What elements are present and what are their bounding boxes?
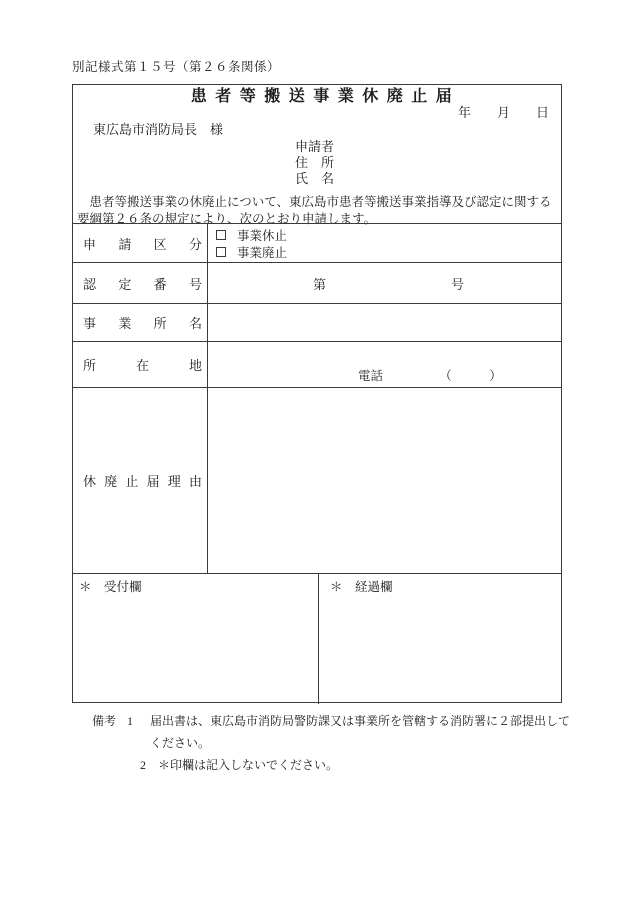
row-application-category <box>73 224 561 263</box>
applicant-label: 申請者 <box>295 139 335 154</box>
row-office-use <box>73 574 561 704</box>
certification-number-value-cell <box>208 263 561 303</box>
form-number: 別記様式第１５号（第２６条関係） <box>72 60 281 74</box>
applicant-address-label: 住 所 <box>295 155 335 170</box>
applicant-name-label: 氏 名 <box>295 171 335 186</box>
note-item <box>92 710 582 754</box>
receipt-column-cell <box>73 574 319 704</box>
note-number: 1 <box>127 714 133 728</box>
form-title: 患者等搬送事業休廃止届 <box>190 88 461 105</box>
note-text <box>150 710 570 754</box>
office-name-label-cell <box>73 304 208 341</box>
certification-number-label: 認定番号 <box>83 276 202 292</box>
row-closure-reason <box>73 388 561 574</box>
form-table <box>73 223 561 704</box>
application-category-label-cell <box>73 224 208 262</box>
option-business-abolition <box>216 243 561 260</box>
date-line: 年 月 日 <box>457 105 549 120</box>
body-paragraph-line: 患者等搬送事業の休廃止について、東広島市患者等搬送事業指導及び認定に関する <box>77 195 552 209</box>
note-text <box>158 754 338 776</box>
checkbox-icon[interactable] <box>216 230 226 240</box>
office-name-label: 事業所名 <box>83 316 202 331</box>
applicant-block <box>295 139 561 187</box>
closure-reason-value-cell <box>208 388 561 573</box>
phone-line: 電話 （ ） <box>358 369 502 383</box>
option-business-suspension <box>216 226 561 243</box>
location-value-cell <box>208 342 561 387</box>
receipt-column-label: ＊ 受付欄 <box>79 580 142 594</box>
location-label: 所在地 <box>83 358 202 373</box>
note-text-line: ください。 <box>150 736 211 750</box>
certification-number-suffix: 号 <box>451 276 465 292</box>
certification-number-prefix: 第 <box>313 276 327 292</box>
form-border-box <box>72 84 562 703</box>
notes-section <box>92 710 582 776</box>
application-category-value-cell <box>208 224 561 262</box>
note-text-line: ＊印欄は記入しないでください。 <box>158 758 339 772</box>
progress-column-label: ＊ 経過欄 <box>330 580 393 594</box>
row-certification-number <box>73 263 561 304</box>
option-business-suspension-label: 事業休止 <box>237 228 288 243</box>
note-text-line: 届出書は、東広島市消防局警防課又は事業所を管轄する消防署に２部提出して <box>150 714 571 728</box>
option-business-abolition-label: 事業廃止 <box>237 245 288 260</box>
body-paragraph-line: 要綱第２６条の規定により、次のとおり申請します。 <box>77 211 377 226</box>
closure-reason-label: 休廃止届理由 <box>83 474 202 489</box>
addressee: 東広島市消防局長 様 <box>93 122 224 137</box>
certification-number-label-cell <box>73 263 208 303</box>
closure-reason-label-cell <box>73 388 208 573</box>
notes-label: 備考 <box>92 714 117 728</box>
note-number: 2 <box>140 758 146 772</box>
location-label-cell <box>73 342 208 387</box>
note-item <box>92 754 582 776</box>
checkbox-icon[interactable] <box>216 247 226 257</box>
row-office-name <box>73 304 561 342</box>
application-category-label: 申請区分 <box>83 236 202 252</box>
office-name-value-cell <box>208 304 561 341</box>
row-location <box>73 342 561 388</box>
progress-column-cell <box>319 574 561 704</box>
